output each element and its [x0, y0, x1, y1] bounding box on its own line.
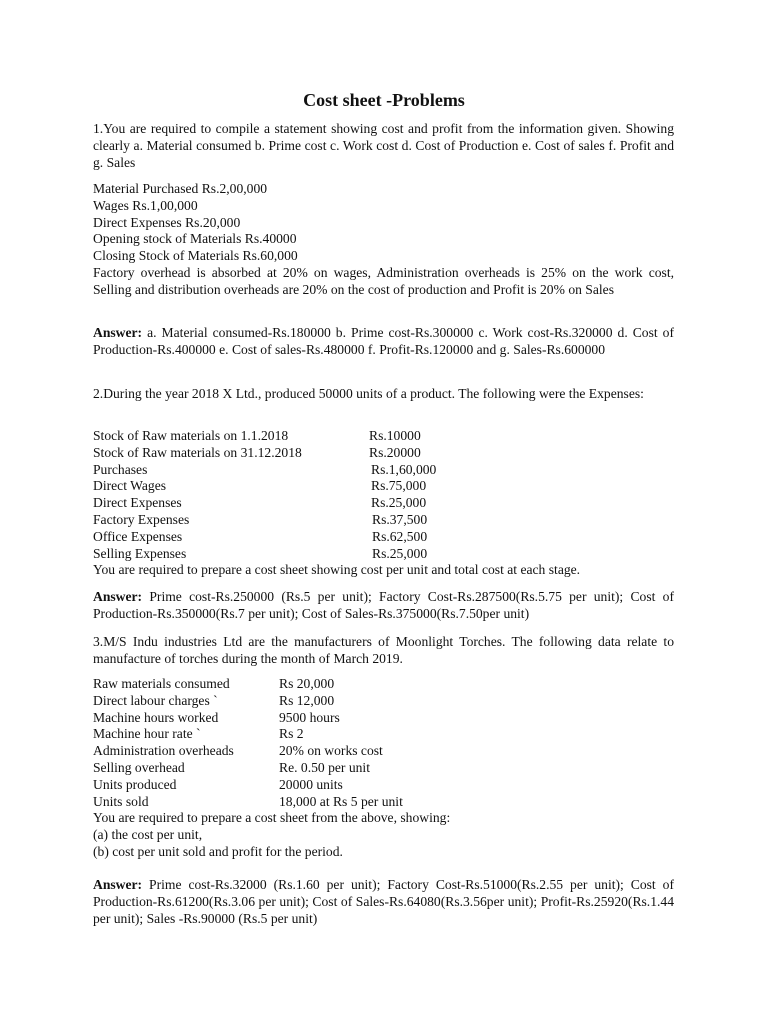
table-row [93, 710, 674, 727]
table-row [93, 794, 674, 811]
q1-text: 1.You are required to compile a statement showing cost and profit from the information given. Showing clearly a. Material consumed b. Prime cost c. Work cost d. Cost of Production e. Cost of sales f. Profit and g. Sales [93, 121, 674, 170]
table-row [93, 462, 674, 479]
row-value: Rs.25,000 [371, 495, 427, 511]
q3-data-table [93, 676, 674, 861]
row-label: Stock of Raw materials on 1.1.2018 [93, 428, 289, 443]
table-row [93, 529, 674, 546]
row-label: Administration overheads [93, 743, 234, 759]
q3-question [93, 634, 674, 668]
q2-question [93, 386, 674, 403]
row-value: Re. 0.50 per unit [279, 759, 370, 775]
q1-question [93, 121, 674, 171]
row-value: Rs.62,500 [372, 528, 428, 544]
row-label: Units produced [93, 776, 177, 792]
row-label: Stock of Raw materials on 31.12.2018 [93, 444, 302, 460]
q1-line: Direct Expenses Rs.20,000 [93, 214, 241, 230]
row-label: Machine hours worked [93, 709, 219, 725]
table-row [93, 693, 674, 710]
answer-label: Answer: [93, 325, 143, 340]
table-row [93, 495, 674, 512]
q1-overheads [93, 265, 674, 299]
q3-instruction-line: You are required to prepare a cost sheet from the above, showing: [93, 810, 451, 826]
q1-data-list [93, 181, 674, 265]
table-row [93, 478, 674, 495]
row-label: Factory Expenses [93, 511, 190, 527]
table-row [93, 546, 674, 563]
row-value: Rs.37,500 [372, 511, 428, 527]
table-row [93, 445, 674, 462]
q3-text: 3.M/S Indu industries Ltd are the manufacturers of Moonlight Torches. The following data relate to manufacture of torches during the month of March 2019. [93, 634, 674, 666]
q3-instruction-line: (b) cost per unit sold and profit for the period. [93, 843, 343, 859]
q1-answer [93, 325, 674, 359]
answer-label: Answer: [93, 877, 143, 892]
answer-text: Prime cost-Rs.250000 (Rs.5 per unit); Factory Cost-Rs.287500(Rs.5.75 per unit); Cost of Production-Rs.350000(Rs.7 per unit); Cost of Sales-Rs.375000(Rs.7.50per unit) [93, 589, 674, 621]
answer-label: Answer: [93, 589, 143, 604]
row-label: Direct Expenses [93, 495, 182, 511]
q1-line: Wages Rs.1,00,000 [93, 197, 198, 213]
row-value: Rs 12,000 [279, 692, 335, 708]
row-label: Units sold [93, 793, 149, 809]
row-value: Rs.25,000 [372, 545, 428, 561]
q1-line: Opening stock of Materials Rs.40000 [93, 231, 297, 247]
row-label: Direct Wages [93, 478, 167, 494]
table-row [93, 743, 674, 760]
q3-instruction-line: (a) the cost per unit, [93, 827, 203, 843]
row-value: 18,000 at Rs 5 per unit [279, 793, 403, 809]
row-label: Selling Expenses [93, 545, 187, 561]
row-value: 20000 units [279, 776, 343, 792]
row-value: Rs.10000 [369, 428, 421, 443]
row-value: Rs 2 [279, 726, 304, 742]
table-row [93, 760, 674, 777]
q1-line: Closing Stock of Materials Rs.60,000 [93, 248, 298, 264]
table-row [93, 726, 674, 743]
table-row [93, 777, 674, 794]
q1-line: Material Purchased Rs.2,00,000 [93, 181, 268, 196]
table-row [93, 512, 674, 529]
row-value: Rs.1,60,000 [371, 461, 437, 477]
row-value: Rs.75,000 [371, 478, 427, 494]
row-label: Selling overhead [93, 759, 185, 775]
q1-overhead-text: Factory overhead is absorbed at 20% on wages, Administration overheads is 25% on the work cost, Selling and distribution overheads are 20% on the cost of production and Profit is 20% on Sales [93, 265, 674, 297]
row-value: 20% on works cost [279, 743, 383, 759]
q3-answer [93, 877, 674, 927]
row-label: Raw materials consumed [93, 676, 230, 691]
answer-text: Prime cost-Rs.32000 (Rs.1.60 per unit); Factory Cost-Rs.51000(Rs.2.55 per unit); Cost of Production-Rs.61200(Rs.3.06 per unit); Cost of Sales-Rs.64080(Rs.3.56per unit); Profit-Rs.25920(Rs.1.44 per unit); Sales -Rs.90000 (Rs.5 per unit) [93, 877, 674, 926]
table-row [93, 428, 674, 445]
row-label: Machine hour rate ` [93, 726, 201, 742]
row-value: 9500 hours [279, 709, 340, 725]
row-label: Purchases [93, 461, 148, 477]
row-value: Rs.20000 [369, 444, 421, 460]
q2-answer [93, 589, 674, 623]
table-row [93, 676, 674, 693]
page-title: Cost sheet -Problems [303, 90, 465, 110]
row-label: Office Expenses [93, 528, 183, 544]
q2-text: 2.During the year 2018 X Ltd., produced 50000 units of a product. The following were the Expenses: [93, 386, 644, 401]
answer-text: a. Material consumed-Rs.180000 b. Prime cost-Rs.300000 c. Work cost-Rs.320000 d. Cost of Production-Rs.400000 e. Cost of sales-Rs.480000 f. Profit-Rs.120000 and g. Sales-Rs.600000 [93, 325, 674, 357]
q2-expense-table [93, 428, 674, 579]
row-label: Direct labour charges ` [93, 692, 218, 708]
row-value: Rs 20,000 [279, 676, 335, 691]
q2-instruction: You are required to prepare a cost sheet showing cost per unit and total cost at each stage. [93, 562, 581, 578]
